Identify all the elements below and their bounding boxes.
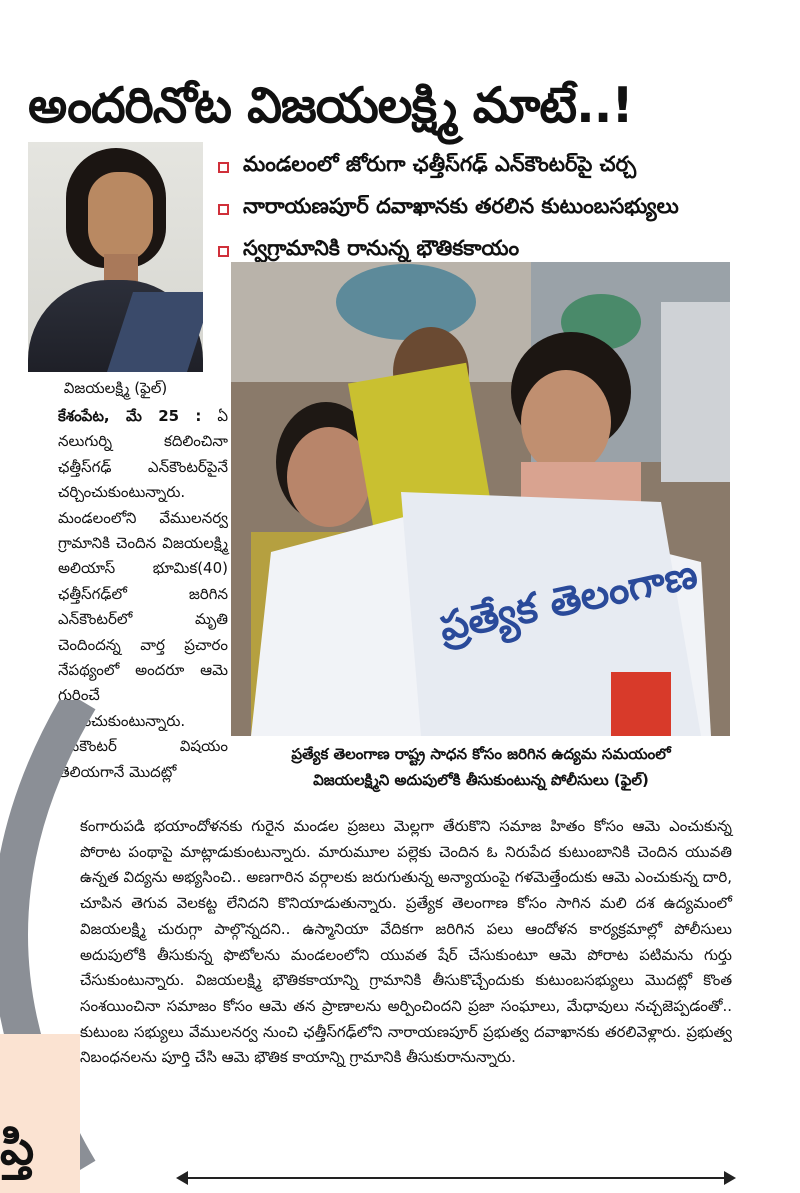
bullet-text: నారాయణపూర్ దవాఖానకు తరలిన కుటుంబసభ్యులు <box>243 194 679 218</box>
bullet-text: మండలంలో జోరుగా ఛత్తీస్‌గఢ్ ఎన్‌కౌంటర్‌పై చర్చ <box>243 152 637 176</box>
photo-caption-line: ప్రత్యేక తెలంగాణ రాష్ట్ర సాధన కోసం జరిగిన ఉద్యమ సమయంలో <box>291 745 671 763</box>
square-bullet-icon <box>218 204 229 215</box>
arrow-left-icon <box>176 1171 188 1185</box>
bottom-arrow-line <box>183 1177 726 1179</box>
dateline: కేశంపేట, మే 25 : <box>58 407 202 425</box>
bullet-item <box>218 150 793 184</box>
portrait-face <box>88 172 153 262</box>
headline: అందరినోట విజయలక్ష్మి మాటే..! <box>28 77 633 134</box>
photo-caption-line: విజయలక్ష్మిని అదుపులోకి తీసుకుంటున్న పోలీసులు (ఫైల్) <box>313 771 649 789</box>
bullet-item <box>218 192 793 226</box>
banner-text: ప్రత్యేక తెలంగాణ <box>435 550 702 651</box>
portrait-photo <box>28 142 203 372</box>
article-body: కంగారుపడి భయాందోళనకు గురైన మండల ప్రజలు మెల్లగా తేరుకొని సమాజ హితం కోసం ఆమె ఎంచుకున్న పోరాట పంథాపై మాట్లాడుకుంటున్నారు. మారుమూల పల్లెకు చెందిన ఓ నిరుపేద కుటుంబానికి చెందిన యువతి ఉన్నత విద్యను అభ్యసించి.. అణగారిన వర్గాలకు జరుగుతున్న అన్యాయంపై గళమెత్తేందుకు ఆమె ఎంచుకున్న దారి, చూపిన తెగువ వెలకట్ట లేనిదని కొనియాడుతున్నారు. ప్రత్యేక తెలంగాణ కోసం సాగిన మలి దశ ఉద్యమంలో విజయలక్ష్మి చురుగ్గా పాల్గొన్నదని.. ఉస్మానియా వేదికగా జరిగిన పలు ఆందోళన కార్యక్రమాల్లో పోలీసులు అదుపులోకి తీసుకున్న ఫొటోలను మండలంలోని యువత షేర్ చేసుకుంటూ ఆమె పోరాట పటిమను గుర్తు చేసుకుంటున్నారు. విజయలక్ష్మి భౌతికకాయాన్ని గ్రామానికి తీసుకొచ్చేందుకు కుటుంబసభ్యులు మొదట్లో కొంత సంశయించినా సమాజం కోసం ఆమె తన ప్రాణాలను అర్పించిందని ప్రజా సంఘాలు, మేధావులు నచ్చజెప్పడంతో.. కుటుంబ సభ్యులు వేములనర్వ నుంచి ఛత్తీస్‌గఢ్‌లోని నారాయణపూర్ ప్రభుత్వ దవాఖానకు తరలివెళ్లారు. ప్రభుత్వ నిబంధనలను పూర్తి చేసి ఆమె భౌతిక కాయాన్ని గ్రామానికి తీసుకురానున్నారు. <box>80 817 732 1067</box>
column-paragraph: ఏ నలుగుర్ని కదిలించినా ఛత్తీస్‌గఢ్ ఎన్‌కౌంటర్‌పైనే చర్చించుకుంటున్నారు. మండలంలోని వేములనర్వ గ్రామానికి చెందిన విజయలక్ష్మి అలియాస్ భూమిక(40) ఛత్తీస్‌గఢ్‌లో జరిగిన ఎన్‌కౌంటర్‌లో మృతి చెందిందన్న వార్త ప్రచారం నేపథ్యంలో అందరూ ఆమె గురించే చర్చించుకుంటున్నారు. ఎన్‌కౌంటర్ విషయం తెలియగానే మొదట్లో <box>58 407 228 781</box>
protest-photo-illustration <box>231 262 730 736</box>
side-glyph: ప్తి <box>0 1120 35 1176</box>
square-bullet-icon <box>218 162 229 173</box>
photo-caption <box>232 741 730 793</box>
protest-photo <box>231 262 730 736</box>
arrow-right-icon <box>724 1171 736 1185</box>
square-bullet-icon <box>218 246 229 257</box>
bullet-list <box>218 150 793 276</box>
bullet-text: స్వగ్రామానికి రానున్న భౌతికకాయం <box>243 236 520 260</box>
portrait-caption: విజయలక్ష్మి (ఫైల్) <box>63 379 168 397</box>
